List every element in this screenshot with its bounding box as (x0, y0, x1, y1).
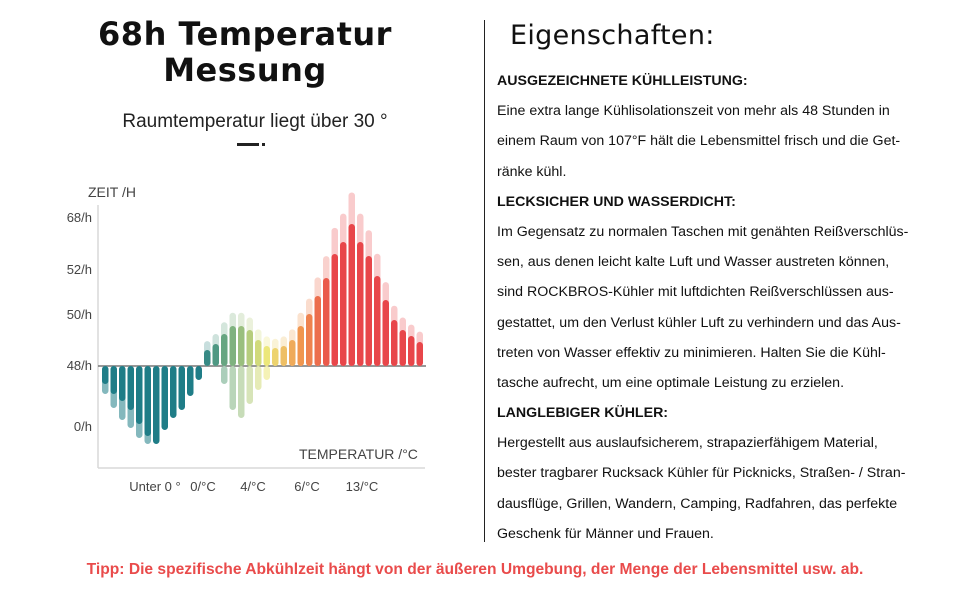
feature-text-line: tasche aufrecht, um eine optimale Leistung zu erzielen. (497, 374, 845, 391)
bar (417, 342, 424, 366)
bar (230, 326, 237, 366)
feature-text-line: sind ROCKBROS-Kühler mit luftdichten Reißverschlüssen aus- (497, 284, 894, 301)
bar (281, 346, 288, 366)
bar (340, 242, 347, 366)
bar (170, 366, 177, 418)
bar (238, 326, 245, 366)
bar (136, 366, 143, 424)
x-tick-label: 6/°C (294, 479, 320, 494)
y-tick-label: 52/h (66, 262, 92, 277)
bar-light (238, 366, 245, 418)
x-tick-label: 4/°C (240, 479, 266, 494)
bar (332, 254, 339, 366)
bar (264, 346, 271, 366)
vertical-divider (484, 20, 485, 542)
bar (306, 314, 313, 366)
feature-text-line: Geschenk für Männer und Frauen. (497, 525, 714, 542)
x-axis-label: TEMPERATUR /°C (299, 446, 418, 462)
y-tick-label: 50/h (66, 307, 92, 322)
bar (298, 326, 305, 366)
bar (187, 366, 194, 396)
bar (400, 330, 407, 366)
bar-light (247, 366, 254, 404)
bar (408, 336, 415, 366)
feature-text-line: Eine extra lange Kühlisolationszeit von mehr als 48 Stunden in (497, 103, 890, 120)
bar (272, 348, 279, 366)
feature-text-line: einem Raum von 107°F hält die Lebensmittel frisch und die Get- (497, 133, 901, 150)
y-tick-label: 0/h (73, 419, 92, 434)
main-title-line-1: 68h Temperatur (98, 15, 392, 53)
bar (196, 366, 203, 380)
features-title: Eigenschaften: (510, 20, 715, 51)
feature-text-line: sen, aus denen leicht kalte Luft und Wasser austreten können, (497, 254, 890, 271)
bar (221, 334, 228, 366)
feature-text-line: ränke kühl. (497, 163, 567, 180)
bar (119, 366, 126, 401)
subtitle-dash-mark (237, 143, 259, 146)
feature-text-line: dausflüge, Grillen, Wandern, Camping, Radfahren, das perfekte (497, 495, 898, 512)
bar (213, 344, 220, 366)
y-tick-label: 68/h (66, 210, 92, 225)
bar (366, 256, 373, 366)
temperature-chart (0, 170, 470, 510)
bar (179, 366, 186, 410)
bar-light (255, 366, 262, 390)
feature-text-line: Im Gegensatz zu normalen Taschen mit genähten Reißverschlüs- (497, 223, 909, 240)
bar (323, 278, 330, 366)
feature-heading: LANGLEBIGER KÜHLER: (497, 405, 669, 422)
bar (391, 320, 398, 366)
bar (111, 366, 118, 394)
feature-heading: AUSGEZEICHNETE KÜHLLEISTUNG: (497, 73, 748, 89)
bar (289, 340, 296, 366)
features-text (497, 66, 957, 549)
feature-text-line: bester tragbarer Rucksack Kühler für Picknicks, Straßen- / Stran- (497, 465, 906, 482)
tip-note: Tipp: Die spezifische Abkühlzeit hängt von der äußeren Umgebung, der Menge der Lebensmittel usw. ab. (86, 561, 864, 578)
feature-text-line: Hergestellt aus auslaufsicherem, strapazierfähigem Material, (497, 435, 878, 452)
bar (383, 300, 390, 366)
bar (315, 296, 322, 366)
x-tick-label: 0/°C (190, 479, 216, 494)
bar (153, 366, 160, 444)
bar-light (230, 366, 237, 410)
main-title-line-2: Messung (163, 51, 327, 89)
bar-light (264, 366, 271, 380)
bar (128, 366, 135, 410)
subtitle: Raumtemperatur liegt über 30 ° (122, 111, 388, 132)
bar (247, 330, 254, 366)
y-tick-label: 48/h (66, 358, 92, 373)
bar (255, 340, 262, 366)
x-tick-label: 13/°C (345, 479, 379, 494)
bar (162, 366, 169, 430)
x-tick-label: Unter 0 ° (129, 479, 181, 494)
bar-light (221, 366, 228, 384)
bar (374, 276, 381, 366)
y-axis-label: ZEIT /H (88, 184, 136, 200)
feature-text-line: treten von Wasser effektiv zu minimieren. Halten Sie die Kühl- (497, 344, 886, 361)
main-title (40, 16, 450, 88)
bar (357, 242, 364, 366)
bar (145, 366, 152, 436)
bar (102, 366, 109, 384)
bar (204, 350, 211, 366)
feature-heading: LECKSICHER UND WASSERDICHT: (497, 193, 736, 210)
bar (349, 224, 356, 366)
feature-text-line: gestattet, um den Verlust kühler Luft zu verhindern und das Aus- (497, 314, 901, 331)
